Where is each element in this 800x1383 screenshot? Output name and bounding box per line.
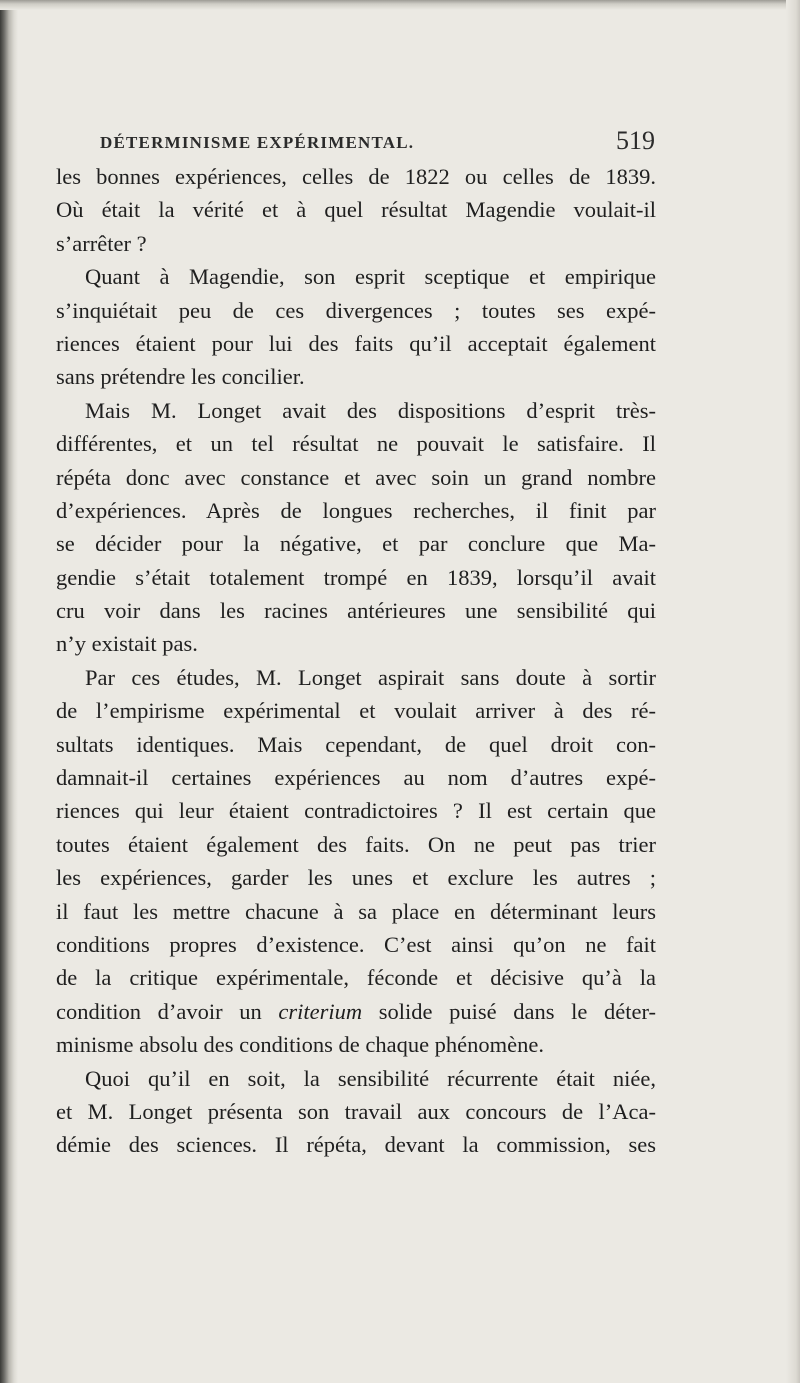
text-line: démie des sciences. Il répéta, devant la commission, ses — [56, 1132, 656, 1158]
text-line: n’y existait pas. — [56, 631, 198, 657]
page-top-shadow — [0, 0, 800, 10]
text-line: s’inquiétait peu de ces divergences ; toutes ses expé- — [56, 297, 656, 323]
text-line: s’arrêter ? — [56, 230, 147, 256]
text-line: conditions propres d’existence. C’est ainsi qu’on ne fait — [56, 931, 656, 957]
text-line: Par ces études, M. Longet aspirait sans doute à sortir — [85, 664, 656, 690]
text-segment: solide puisé dans le déter- — [362, 998, 656, 1024]
text-line: Quant à Magendie, son esprit sceptique et empirique — [85, 264, 656, 290]
page-gutter-shadow — [0, 0, 18, 1383]
page-right-edge — [786, 0, 800, 1383]
text-line: Où était la vérité et à quel résultat Magendie voulait-il — [56, 197, 656, 223]
text-line: damnait-il certaines expériences au nom d’autres expé- — [56, 765, 656, 791]
text-line: toutes étaient également des faits. On ne peut pas trier — [56, 831, 656, 857]
text-line: sans prétendre les concilier. — [56, 364, 305, 390]
text-line: riences étaient pour lui des faits qu’il acceptait également — [56, 330, 656, 356]
text-line: et M. Longet présenta son travail aux concours de l’Aca- — [56, 1098, 656, 1124]
running-title: DÉTERMINISME EXPÉRIMENTAL. — [100, 133, 415, 152]
text-segment: condition d’avoir un — [56, 998, 279, 1024]
text-line: de la critique expérimentale, féconde et décisive qu’à la — [56, 965, 656, 991]
italic-term: criterium — [278, 998, 363, 1024]
text-line: se décider pour la négative, et par conclure que Ma- — [56, 531, 656, 557]
text-line: minisme absolu des conditions de chaque phénomène. — [56, 1032, 545, 1058]
text-line: de l’empirisme expérimental et voulait arriver à des ré- — [56, 698, 656, 724]
text-line: Mais M. Longet avait des dispositions d’esprit très- — [85, 397, 656, 423]
text-line: riences qui leur étaient contradictoires ? Il est certain que — [56, 798, 656, 824]
text-line: différentes, et un tel résultat ne pouvait le satisfaire. Il — [56, 431, 656, 457]
text-line: répéta donc avec constance et avec soin un grand nombre — [56, 464, 656, 490]
text-line: d’expériences. Après de longues recherches, il finit par — [56, 497, 656, 523]
text-line: sultats identiques. Mais cependant, de quel droit con- — [56, 731, 656, 757]
text-line: les bonnes expériences, celles de 1822 ou celles de 1839. — [56, 164, 656, 189]
text-line — [56, 995, 656, 1028]
text-line: les expériences, garder les unes et exclure les autres ; — [56, 865, 656, 891]
body-text — [56, 160, 656, 1162]
text-line: Quoi qu’il en soit, la sensibilité récurrente était niée, — [85, 1065, 656, 1091]
page-number: 519 — [616, 126, 655, 155]
text-line: gendie s’était totalement trompé en 1839, lorsqu’il avait — [56, 564, 656, 590]
text-line: cru voir dans les racines antérieures une sensibilité qui — [56, 598, 656, 624]
text-line: il faut les mettre chacune à sa place en déterminant leurs — [56, 898, 656, 924]
